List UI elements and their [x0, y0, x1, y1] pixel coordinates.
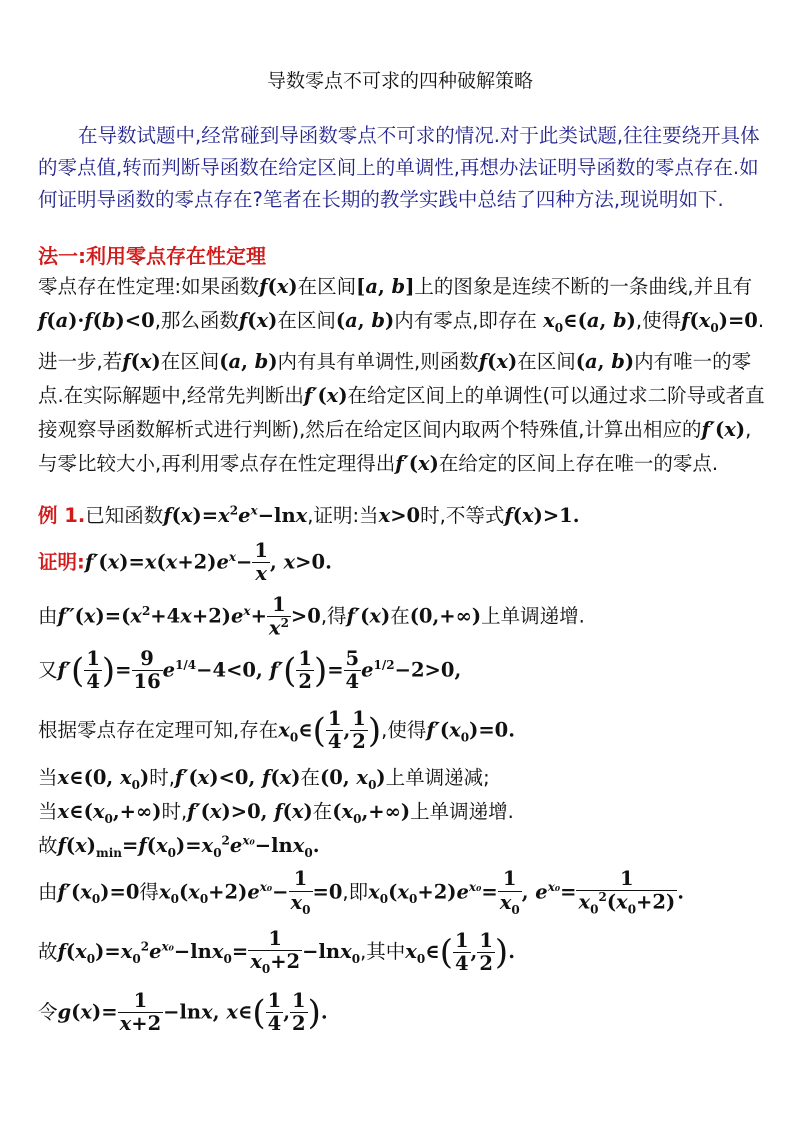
page-title: 导数零点不可求的四种破解策略 [266, 70, 533, 92]
text-segment: 在区间 [297, 275, 357, 298]
example-label: 例 1. [38, 504, 86, 527]
example-1-line: 例 1.已知函数$f(x)=x^2e^x-\ln x$,证明:当x>0时,不等式f(x)>1. [38, 503, 580, 527]
proof-line-8: 由$f'(x_0)=0$得$x_0(x_0+2)e^{x_0}-$ $\frac{1}{x_0}$ =0,即$x_0(x_0+2)e^{x_0}=$ $\frac{1}{x_0}$ , $e^{x_0}=$ $\frac{1}{x_0^2(x_0+2)}$ . [38, 867, 684, 917]
text-segment: 上的图象是连续不断的一条曲线,并且有 [414, 275, 753, 298]
text-segment: .进一步,若 [38, 309, 765, 373]
proof-line-3: 又f′( $\frac{1}{4}$ )= $\frac{9}{16}$ $e^{1/4}-4<0$, f′( $\frac{1}{2}$ )= $\frac{5}{4}$ $e^{1/2}-2>0$, [38, 647, 462, 694]
text-segment: ,与零比较大小,再利用零点存在性定理得出 [38, 417, 752, 475]
text-segment: 在区间 [160, 349, 220, 373]
proof-line-7: 故$f(x)_{min}=f(x_0)=x_0^2e^{x_0}-\ln x_0$. [38, 833, 320, 860]
intro-paragraph: 在导数试题中,经常碰到导函数零点不可求的情况.对于此类试题,往往要绕开具体的零点值,转而判断导函数在给定区间上的单调性,再想办法证明导函数的零点存在.如何证明导函数的零点存在?笔者在长期的教学实践中总结了四种方法,现说明如下. [38, 124, 760, 211]
text-segment: 内有零点,即存在 [394, 309, 537, 332]
proof-line-2: 由$f''(x)=(x^2+4x+2)e^x+$ $\frac{1}{x^2}$ >0,得f′(x)在(0,+∞)上单调递增. [38, 593, 585, 640]
text-segment: 内有具有单调性,则函数 [277, 349, 479, 373]
text-segment: ,那么函数 [154, 309, 239, 332]
proof-line-9: 故$f(x_0)=x_0^2e^{x_0}-\ln x_0=$ $\frac{1}{x_0+2}$ −lnx$_0$,其中$x_0\in$( $\frac{1}{4}$ , $\frac{1}{2}$ ). [38, 927, 515, 977]
method1-heading: 法一:利用零点存在性定理 [38, 244, 266, 268]
proof-line-5: 当x∈(0, $x_0$)时,f′(x)<0, f(x)在(0, $x_0$)上单调递减; [38, 766, 490, 792]
text-segment: 在给定区间上的单调性(可以通过求二阶导或者直接观察导函数解析式进行判断),然后在给定区间内取两个特殊值,计算出相应的 [38, 383, 765, 441]
proof-label: 证明: [38, 550, 85, 574]
text-segment: 在区间 [277, 309, 336, 332]
proof-line-1: 证明$:f'(x)=x(x+2)e^x-$ $\frac{1}{x}$ , x>0. [38, 539, 332, 586]
theorem-paragraph: 零点存在性定理:如果函数f(x)在区间[a, b]上的图象是连续不断的一条曲线,并且有 f(a)·f(b)<0,那么函数f(x)在区间(a, b)内有零点,即存在 $x_0\in(a$, b),使得$f(x_0)=0$.进一步,若f(x)在区间(a, b)内有具有单调性,则函数f(x)在区间(a, b)内有唯一的零点.在实际解题中,经常先判断出f′(x)在给定区间上的单调性(可以通过求二阶导或者直接观察导函数解析式进行判断),然后在给定区间内取两个特殊值,计算出相应的f′(x),与零比较大小,再利用零点存在性定理得出f′(x)在给定的区间上存在唯一的零点. [38, 275, 765, 475]
proof-line-6: 当$x\in(x_0,+\infty)$时,f′(x)>0, f(x)在$(x_0,+\infty)$上单调递增. [38, 800, 514, 826]
proof-line-4: 根据零点存在定理可知,存在$x_0\in$( $\frac{1}{4}$ , $\frac{1}{2}$ ),使得$f'(x_0)=0$. [38, 707, 516, 754]
text-segment: 零点存在性定理:如果函数 [38, 275, 260, 298]
text-segment: 内有唯一的零点.在实际解题中,经常先判断出 [38, 349, 752, 407]
text-segment: ,使得 [635, 309, 682, 332]
text-segment: 在区间 [517, 349, 576, 373]
proof-line-10: 令g(x)= $\frac{1}{x+2}$ −lnx, x∈( $\frac{1}{4}$ , $\frac{1}{2}$ ). [38, 989, 328, 1036]
text-segment: 在给定的区间上存在唯一的零点. [438, 451, 719, 475]
